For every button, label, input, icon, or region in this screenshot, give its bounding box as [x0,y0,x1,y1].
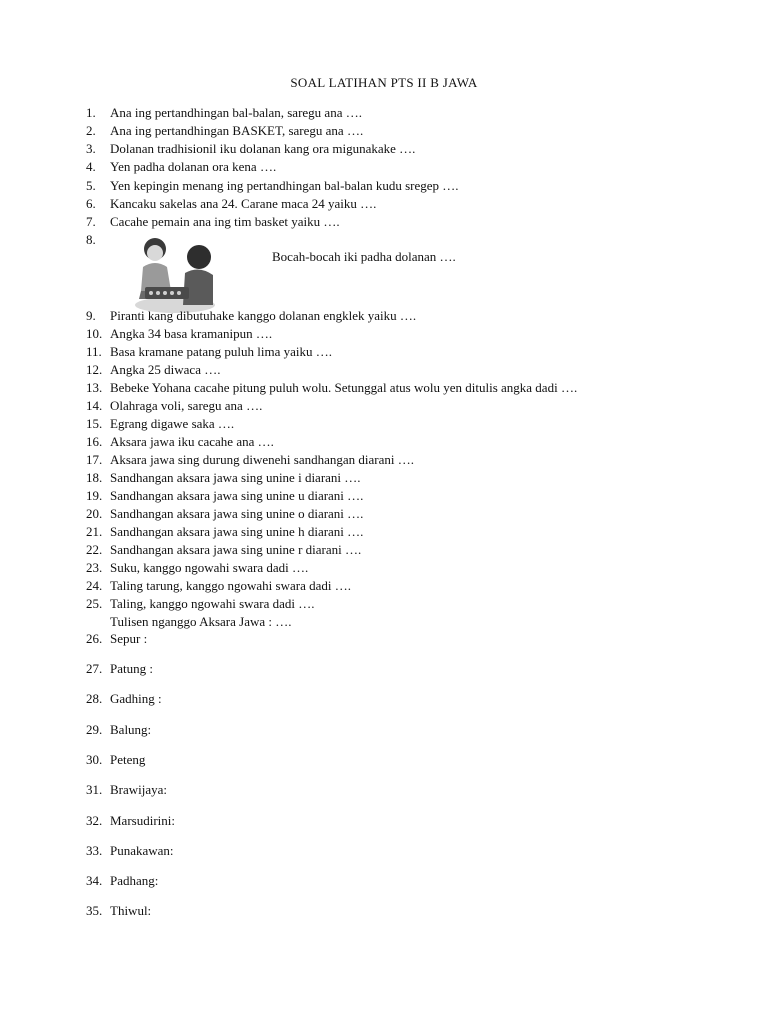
question-number: 2. [86,123,96,138]
question-29 [86,721,151,739]
question-number: 28. [86,691,103,706]
children-playing-illustration [133,235,217,315]
question-20 [86,505,363,523]
question-number: 34. [86,873,103,888]
question-number: 1. [86,105,96,120]
question-number: 33. [86,843,103,858]
question-5 [86,177,459,195]
question-number: 12. [86,362,103,377]
question-text: Yen padha dolanan ora kena …. [110,159,277,174]
question-text: Ana ing pertandhingan BASKET, saregu ana …. [110,123,364,138]
question-text: Taling tarung, kanggo ngowahi swara dadi …. [110,578,351,593]
question-number: 29. [86,722,103,737]
question-number: 32. [86,813,103,828]
question-text: Gadhing : [110,691,162,706]
question-text: Sandhangan aksara jawa sing unine u diarani …. [110,488,364,503]
question-4 [86,158,276,176]
question-number: 3. [86,141,96,156]
question-27 [86,660,153,678]
question-number: 19. [86,488,103,503]
question-text: Ana ing pertandhingan bal-balan, saregu ana …. [110,105,362,120]
question-32 [86,812,175,830]
question-23 [86,559,308,577]
question-number: 13. [86,380,103,395]
question-text: Bebeke Yohana cacahe pitung puluh wolu. Setunggal atus wolu yen ditulis angka dadi …. [110,380,578,395]
question-number: 30. [86,752,103,767]
question-number: 18. [86,470,103,485]
question-text: Balung: [110,722,152,737]
question-number: 23. [86,560,103,575]
question-text: Marsudirini: [110,813,175,828]
question-number: 4. [86,159,96,174]
question-text: Patung : [110,661,153,676]
question-text: Sandhangan aksara jawa sing unine o diarani …. [110,506,364,521]
question-26 [86,630,147,648]
question-number: 26. [86,631,103,646]
question-text: Sepur : [110,631,148,646]
question-number: 5. [86,178,96,193]
question-14 [86,397,262,415]
question-text: Thiwul: [110,903,152,918]
question-1 [86,104,362,122]
question-number: 14. [86,398,103,413]
question-number: 17. [86,452,103,467]
question-17 [86,451,414,469]
question-31 [86,781,167,799]
question-text: Kancaku sakelas ana 24. Carane maca 24 yaiku …. [110,196,377,211]
question-number: 16. [86,434,103,449]
question-10 [86,325,272,343]
question-text: Egrang digawe saka …. [110,416,235,431]
question-35 [86,902,151,920]
question-number: 25. [86,596,103,611]
question-text: Aksara jawa sing durung diwenehi sandhangan diarani …. [110,452,414,467]
question-text: Suku, kanggo ngowahi swara dadi …. [110,560,309,575]
question-number: 21. [86,524,103,539]
page-title: SOAL LATIHAN PTS II B JAWA [290,75,478,90]
question-text: Yen kepingin menang ing pertandhingan bal-balan kudu sregep …. [110,178,459,193]
question-16 [86,433,274,451]
question-number: 7. [86,214,96,229]
question-7 [86,213,340,231]
question-text: Padhang: [110,873,159,888]
question-33 [86,842,174,860]
question-text: Punakawan: [110,843,174,858]
question-3 [86,140,415,158]
question-number: 27. [86,661,103,676]
question-11 [86,343,332,361]
question-6 [86,195,376,213]
question-15 [86,415,234,433]
question-number: 31. [86,782,103,797]
question-25 [86,595,315,613]
question-number: 8. [86,232,96,247]
question-28 [86,690,162,708]
question-18 [86,469,361,487]
question-number: 24. [86,578,103,593]
question-number: 11. [86,344,102,359]
question-24 [86,577,351,595]
question-number: 6. [86,196,96,211]
question-number: 35. [86,903,103,918]
question-text: Taling, kanggo ngowahi swara dadi …. [110,596,315,611]
question-34 [86,872,158,890]
question-text: Peteng [110,752,146,767]
question-12 [86,361,220,379]
question-text: Sandhangan aksara jawa sing unine h diarani …. [110,524,364,539]
question-13 [86,379,577,397]
question-text: Sandhangan aksara jawa sing unine i diarani …. [110,470,361,485]
question-21 [86,523,363,541]
question-text: Olahraga voli, saregu ana …. [110,398,263,413]
question-text: Dolanan tradhisionil iku dolanan kang ora migunakake …. [110,141,416,156]
question-8 [86,231,110,249]
question-22 [86,541,361,559]
question-9 [86,307,416,325]
question-2 [86,122,363,140]
question-number: 9. [86,308,96,323]
question-8-caption: Bocah-bocah iki padha dolanan …. [272,249,456,264]
question-text: Aksara jawa iku cacahe ana …. [110,434,274,449]
question-text: Cacahe pemain ana ing tim basket yaiku …. [110,214,340,229]
question-text: Sandhangan aksara jawa sing unine r diarani …. [110,542,362,557]
question-number: 22. [86,542,103,557]
question-text: Angka 34 basa kramanipun …. [110,326,273,341]
question-number: 20. [86,506,103,521]
question-text: Brawijaya: [110,782,168,797]
section-instruction: Tulisen nganggo Aksara Jawa : …. [110,614,292,629]
question-number: 15. [86,416,103,431]
question-text: Angka 25 diwaca …. [110,362,221,377]
question-19 [86,487,363,505]
question-30 [86,751,145,769]
question-text: Piranti kang dibutuhake kanggo dolanan engklek yaiku …. [110,308,417,323]
question-text: Basa kramane patang puluh lima yaiku …. [110,344,333,359]
question-number: 10. [86,326,103,341]
